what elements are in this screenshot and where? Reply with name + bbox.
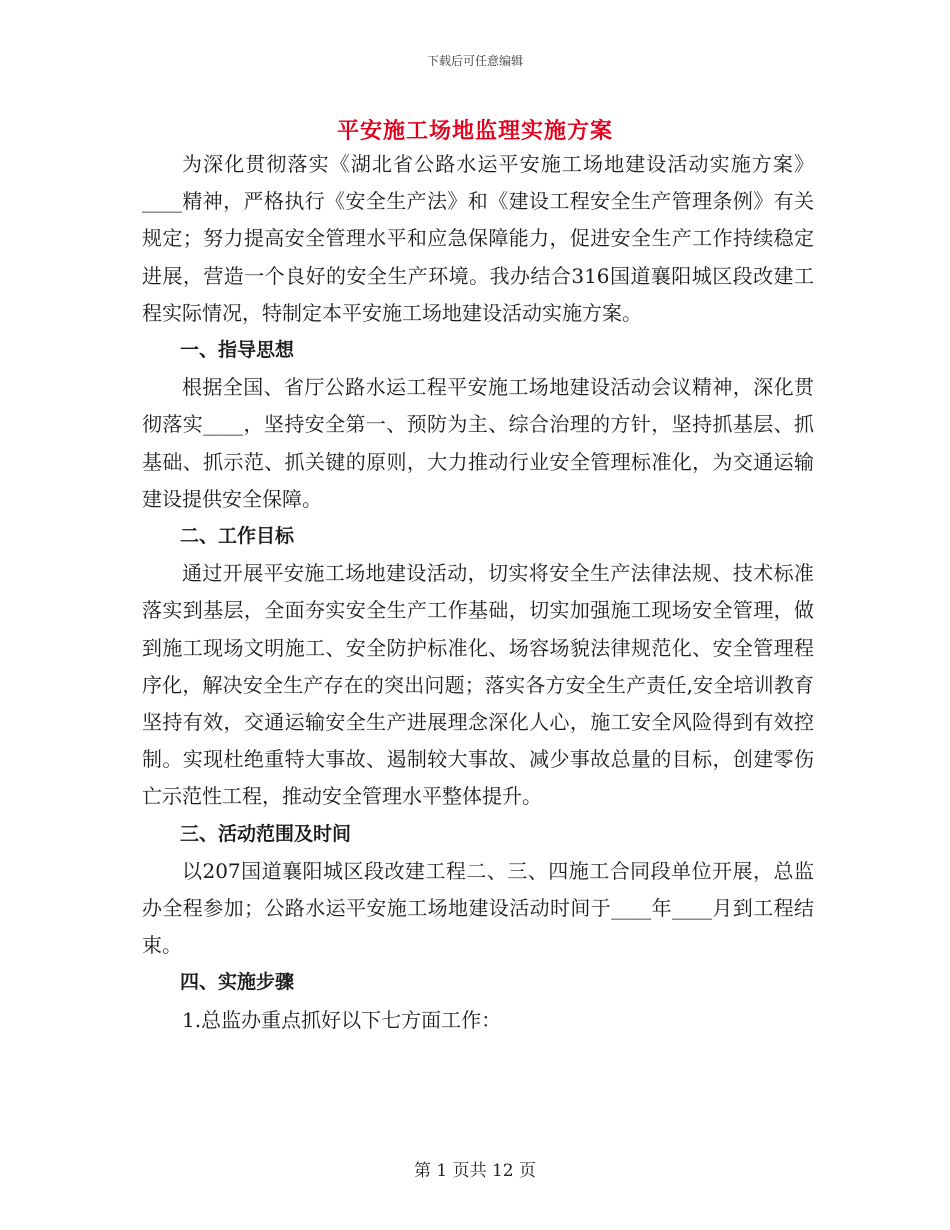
section-heading-guiding-ideology: 一、指导思想 bbox=[180, 339, 295, 362]
scope-time-paragraph: 以207国道襄阳城区段改建工程二、三、四施工合同段单位开展，总监办全程参加；公路水运平安施工场地建设活动时间于____年____月到工程结束。 bbox=[142, 858, 814, 958]
section-heading-steps: 四、实施步骤 bbox=[180, 971, 295, 994]
section-heading-work-goals: 二、工作目标 bbox=[180, 525, 295, 548]
steps-paragraph: 1.总监办重点抓好以下七方面工作： bbox=[182, 1007, 502, 1032]
page-footer: 第 1 页共 12 页 bbox=[413, 1161, 537, 1181]
guiding-ideology-paragraph: 根据全国、省厅公路水运工程平安施工场地建设活动会议精神，深化贯彻落实____，坚持安全第一、预防为主、综合治理的方针，坚持抓基层、抓基础、抓示范、抓关键的原则，大力推动行业安全管理标准化，为交通运输建设提供安全保障。 bbox=[142, 375, 814, 511]
document-title: 平安施工场地监理实施方案 bbox=[336, 118, 613, 144]
header-note: 下载后可任意编辑 bbox=[426, 54, 523, 68]
section-heading-scope-time: 三、活动范围及时间 bbox=[180, 822, 352, 845]
work-goals-paragraph: 通过开展平安施工场地建设活动，切实将安全生产法律法规、技术标准落实到基层，全面夯实安全生产工作基础，切实加强施工现场安全管理，做到施工现场文明施工、安全防护标准化、场容场貌法律规范化、安全管理程序化，解决安全生产存在的突出问题；落实各方安全生产责任,安全培训教育坚持有效，交通运输安全生产进展理念深化人心，施工安全风险得到有效控制。实现杜绝重特大事故、遏制较大事故、减少事故总量的目标，创建零伤亡示范性工程，推动安全管理水平整体提升。 bbox=[142, 561, 814, 809]
document-body bbox=[142, 146, 814, 1039]
intro-paragraph: 为深化贯彻落实《湖北省公路水运平安施工场地建设活动实施方案》____精神，严格执行《安全生产法》和《建设工程安全生产管理条例》有关规定；努力提高安全管理水平和应急保障能力，促进安全生产工作持续稳定进展，营造一个良好的安全生产环境。我办结合316国道襄阳城区段改建工程实际情况，特制定本平安施工场地建设活动实施方案。 bbox=[142, 152, 814, 325]
